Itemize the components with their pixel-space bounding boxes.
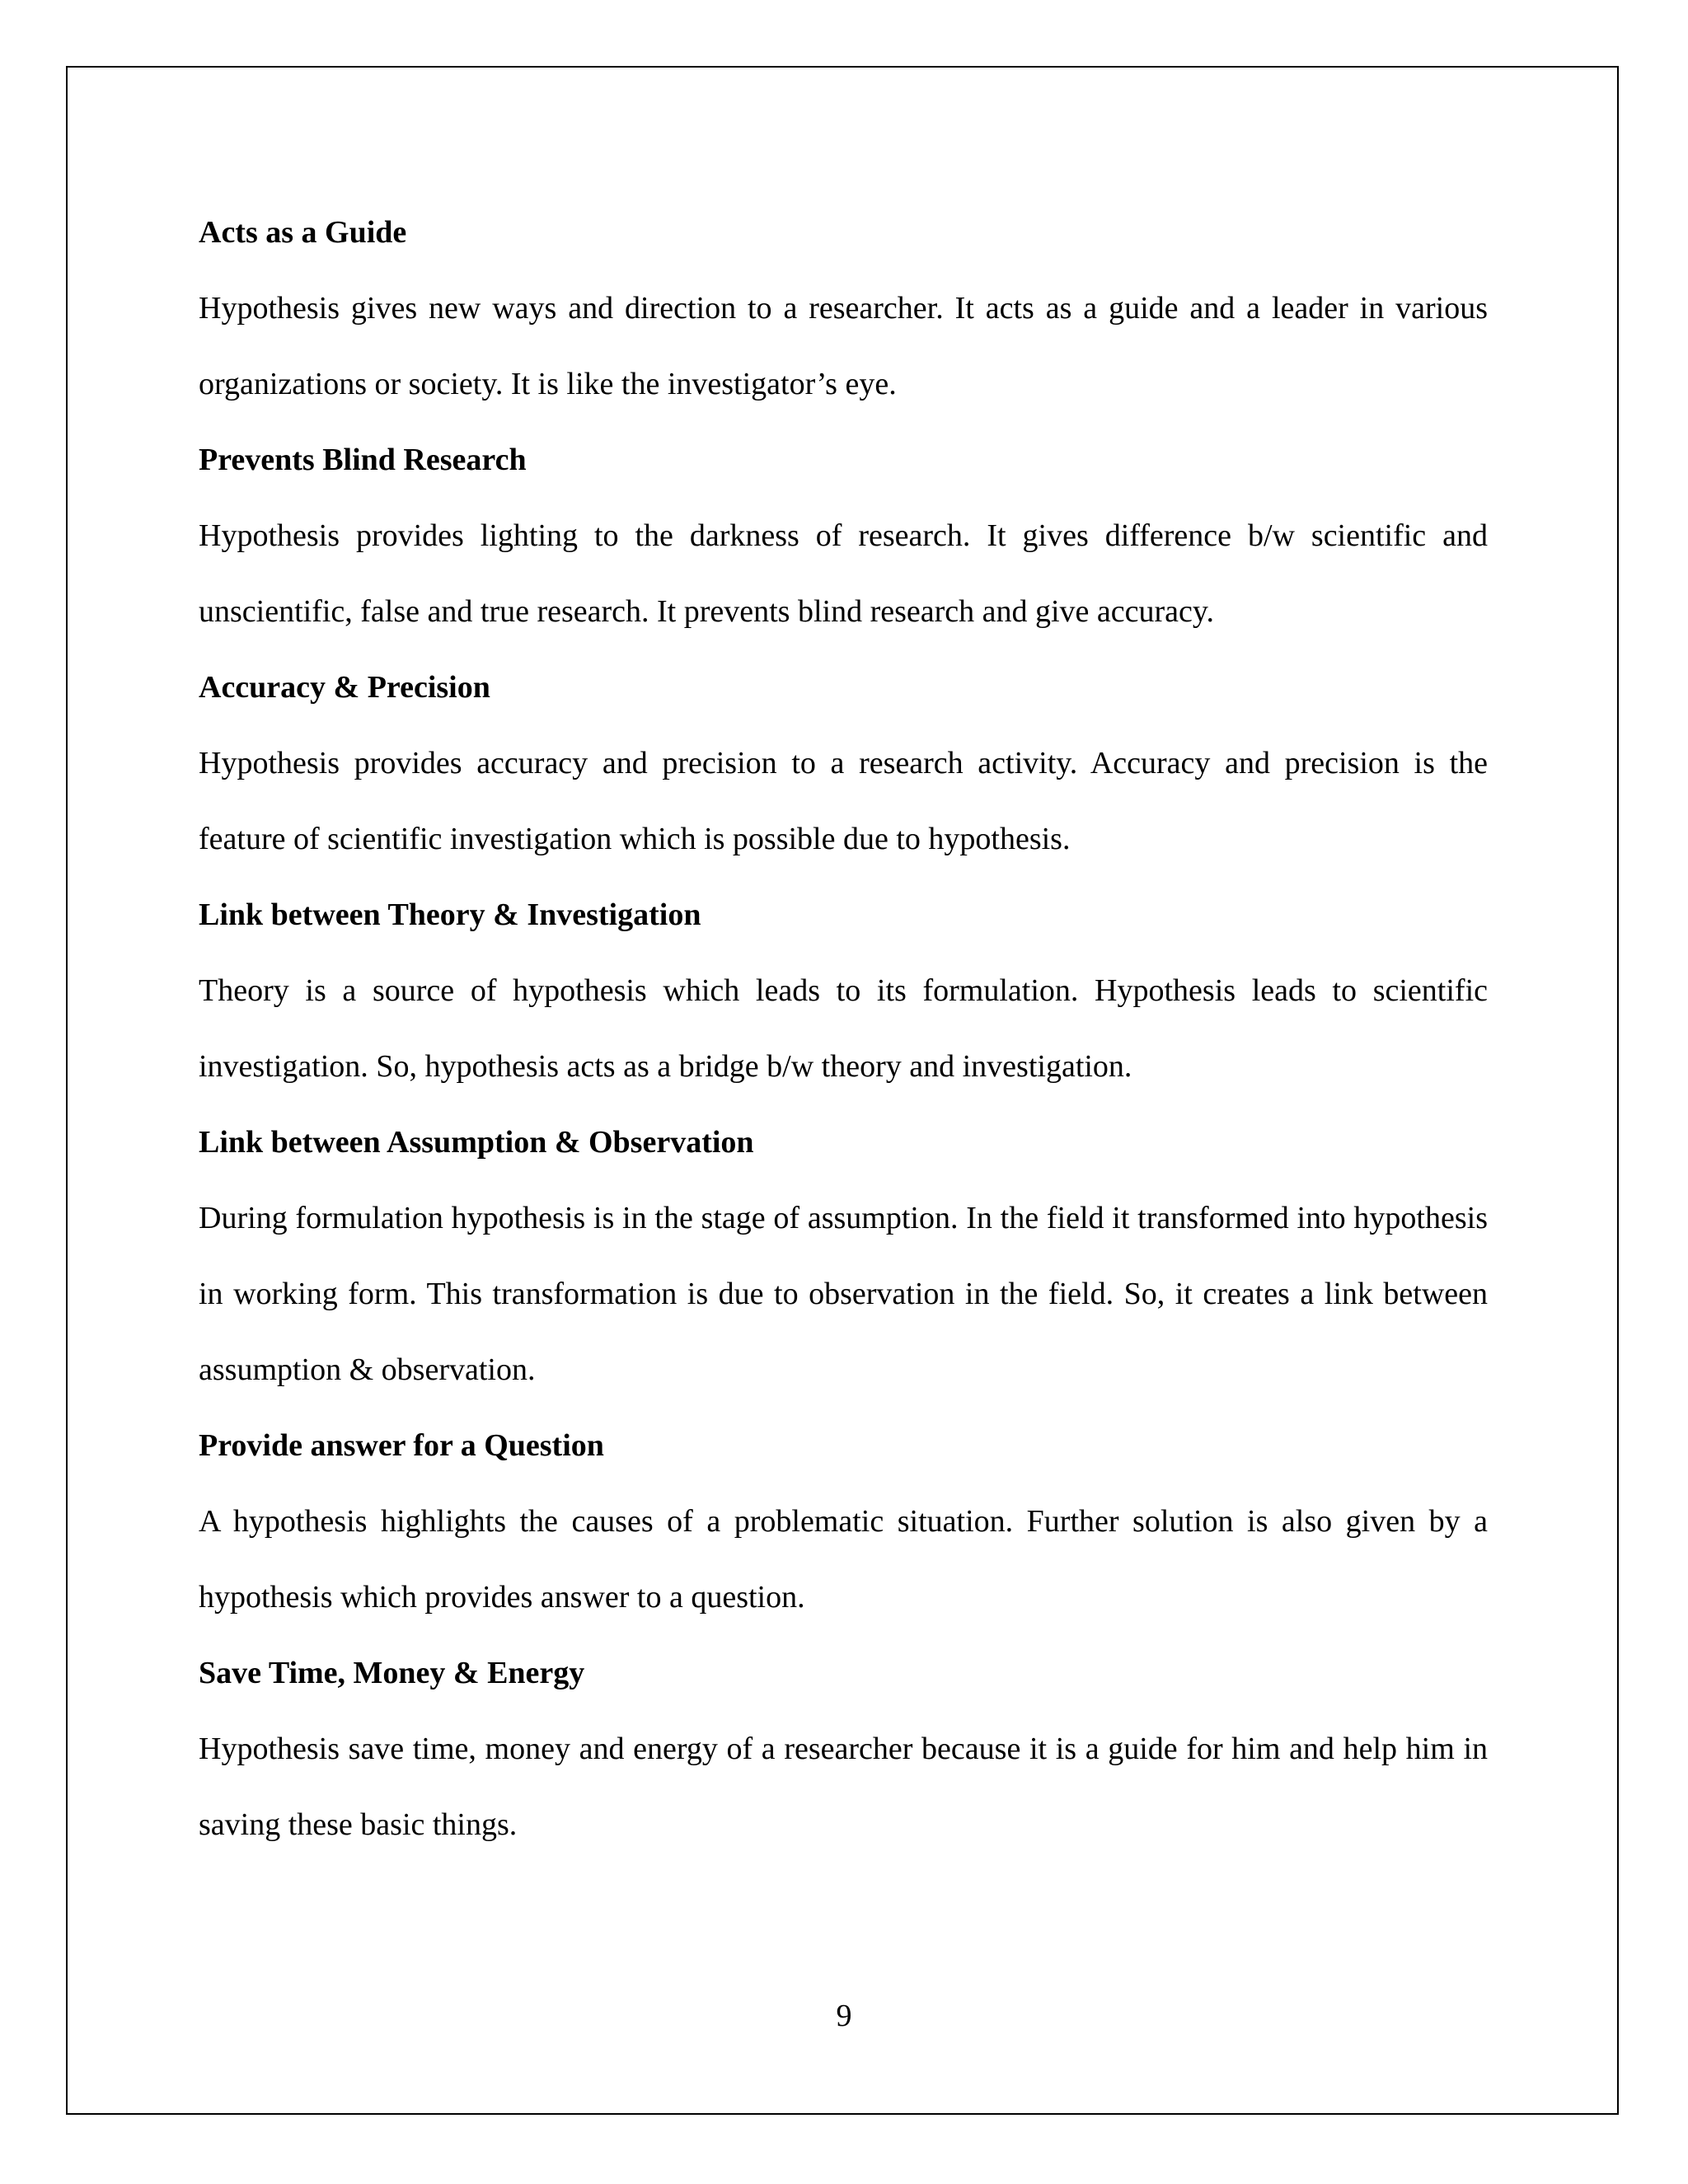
section-provide-answer [199, 1408, 1488, 1635]
section-heading: Acts as a Guide [199, 215, 407, 250]
section-paragraph: Hypothesis save time, money and energy of a researcher because it is a guide for him and help him in saving these basic things. [199, 1732, 1488, 1842]
section-prevents-blind-research [199, 422, 1488, 649]
section-link-theory-investigation [199, 877, 1488, 1104]
page-number: 9 [836, 1999, 852, 2033]
section-acts-as-a-guide [199, 194, 1488, 422]
section-paragraph: Hypothesis provides lighting to the darkness of research. It gives difference b/w scientific and unscientific, false and true research. It prevents blind research and give accuracy. [199, 518, 1488, 629]
section-heading: Link between Theory & Investigation [199, 898, 701, 932]
section-save-time-money-energy [199, 1635, 1488, 1863]
section-paragraph: A hypothesis highlights the causes of a problematic situation. Further solution is also given by a hypothesis which provides answer to a question. [199, 1504, 1488, 1615]
document-content [199, 194, 1488, 1863]
section-accuracy-precision [199, 649, 1488, 877]
section-heading: Link between Assumption & Observation [199, 1125, 754, 1160]
section-paragraph: During formulation hypothesis is in the stage of assumption. In the field it transformed into hypothesis in working form. This transformation is due to observation in the field. So, it creates a link between assumption & observation. [199, 1201, 1488, 1387]
section-heading: Accuracy & Precision [199, 670, 490, 705]
section-paragraph: Hypothesis provides accuracy and precision to a research activity. Accuracy and precision is the feature of scientific investigation which is possible due to hypothesis. [199, 746, 1488, 856]
section-paragraph: Theory is a source of hypothesis which leads to its formulation. Hypothesis leads to scientific investigation. So, hypothesis acts as a bridge b/w theory and investigation. [199, 973, 1488, 1084]
section-link-assumption-observation [199, 1104, 1488, 1408]
section-heading: Save Time, Money & Energy [199, 1656, 585, 1690]
section-paragraph: Hypothesis gives new ways and direction to a researcher. It acts as a guide and a leader in various organizations or society. It is like the investigator’s eye. [199, 291, 1488, 401]
section-heading: Provide answer for a Question [199, 1428, 604, 1463]
section-heading: Prevents Blind Research [199, 443, 527, 477]
